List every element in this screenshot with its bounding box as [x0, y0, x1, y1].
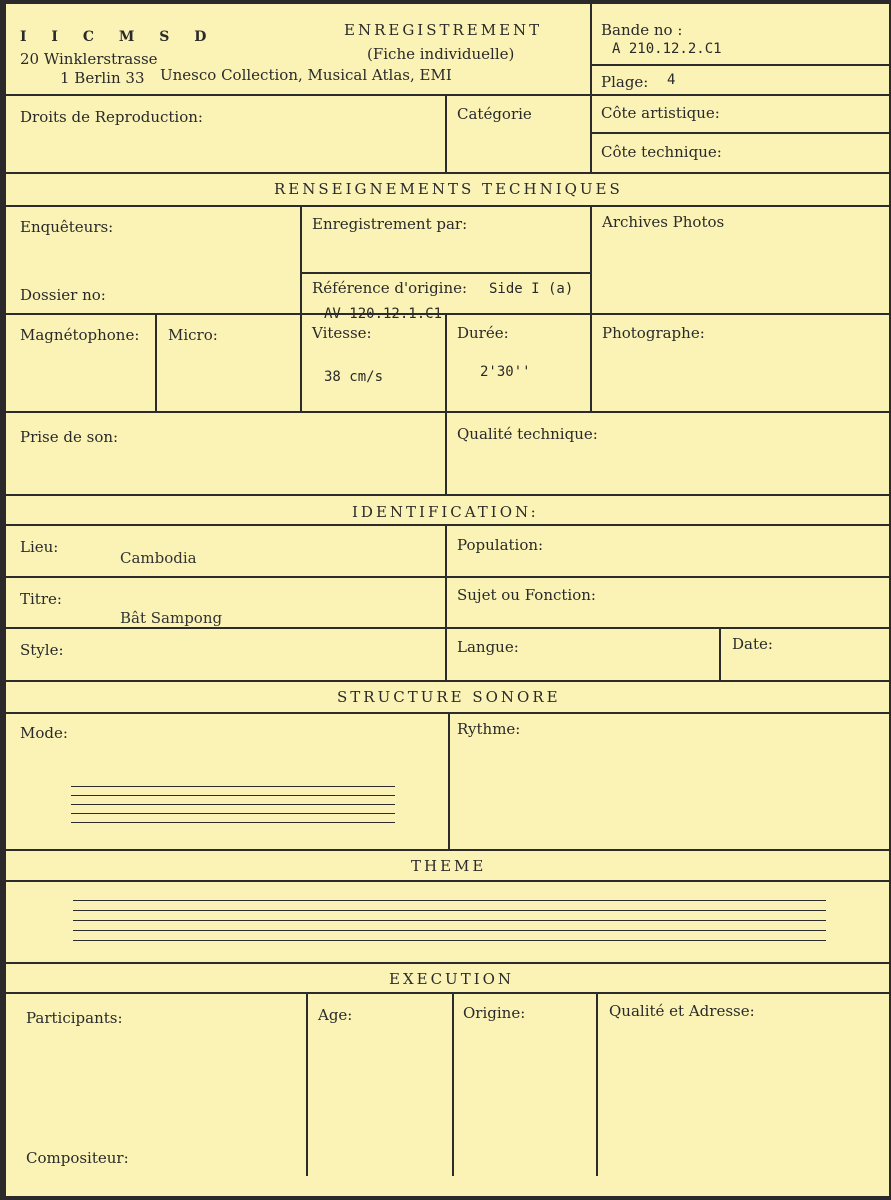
theme-staff-line	[73, 910, 826, 911]
bande-label: Bande no :	[601, 21, 683, 39]
rule	[6, 627, 889, 629]
rule	[300, 205, 302, 411]
rule	[300, 272, 590, 274]
rule	[719, 627, 721, 680]
micro-label: Micro:	[168, 326, 218, 344]
mode-staff-line	[71, 786, 395, 787]
section-title-technique: RENSEIGNEMENTS TECHNIQUES	[274, 180, 623, 198]
form-title: ENREGISTREMENT	[344, 21, 543, 39]
age-label: Age:	[318, 1006, 353, 1024]
theme-staff-line	[73, 930, 826, 931]
address-line-2: 1 Berlin 33	[60, 69, 145, 87]
rythme-label: Rythme:	[457, 720, 521, 738]
mode-label: Mode:	[20, 724, 68, 742]
mode-staff-line	[71, 804, 395, 805]
reference-label: Référence d'origine:	[312, 279, 468, 297]
titre-value: Bât Sampong	[120, 609, 223, 627]
cote-artistique-label: Côte artistique:	[601, 104, 720, 122]
rule	[6, 313, 889, 315]
plage-value: 4	[667, 72, 676, 88]
rule	[590, 4, 592, 172]
bande-value: A 210.12.2.C1	[612, 41, 722, 57]
rule	[6, 992, 889, 994]
form-subtitle: (Fiche individuelle)	[367, 45, 515, 63]
rule	[6, 962, 889, 964]
theme-staff-line	[73, 900, 826, 901]
collection-name: Unesco Collection, Musical Atlas, EMI	[160, 66, 452, 84]
titre-label: Titre:	[20, 590, 62, 608]
photographe-label: Photographe:	[602, 324, 705, 342]
rule	[306, 992, 308, 1176]
archives-photos-label: Archives Photos	[602, 213, 725, 231]
mode-staff-line	[71, 795, 395, 796]
rule	[6, 205, 889, 207]
enqueteurs-label: Enquêteurs:	[20, 218, 114, 236]
rule	[590, 64, 889, 66]
rule	[6, 411, 889, 413]
participants-label: Participants:	[26, 1009, 123, 1027]
rule	[6, 94, 889, 96]
rule	[155, 313, 157, 411]
droits-label: Droits de Reproduction:	[20, 108, 203, 126]
lieu-label: Lieu:	[20, 538, 59, 556]
mode-staff-line	[71, 813, 395, 814]
population-label: Population:	[457, 536, 544, 554]
rule	[596, 992, 598, 1176]
categorie-label: Catégorie	[457, 105, 532, 123]
rule	[6, 524, 889, 526]
rule	[590, 205, 592, 411]
section-title-execution: EXECUTION	[389, 970, 515, 988]
institute-logo: I I C M S D	[20, 29, 217, 45]
rule	[6, 494, 889, 496]
cote-technique-label: Côte technique:	[601, 143, 722, 161]
vitesse-value: 38 cm/s	[324, 369, 384, 385]
rule	[445, 524, 447, 680]
rule	[445, 94, 447, 172]
rule	[445, 313, 447, 494]
rule	[590, 132, 889, 134]
rule	[6, 849, 889, 851]
section-title-identification: IDENTIFICATION:	[352, 503, 539, 521]
section-title-theme: THEME	[411, 857, 487, 875]
style-label: Style:	[20, 641, 64, 659]
prise-de-son-label: Prise de son:	[20, 428, 119, 446]
rule	[448, 712, 450, 849]
reference-struck-value: AV 120.12.1.C1	[324, 306, 443, 322]
origine-label: Origine:	[463, 1004, 526, 1022]
record-card	[6, 4, 889, 1196]
sujet-label: Sujet ou Fonction:	[457, 586, 596, 604]
rule	[452, 992, 454, 1176]
date-label: Date:	[732, 635, 773, 653]
reference-value: Side I (a)	[489, 281, 574, 297]
rule	[6, 172, 889, 174]
mode-staff-line	[71, 822, 395, 823]
lieu-value: Cambodia	[120, 549, 197, 567]
magnetophone-label: Magnétophone:	[20, 326, 140, 344]
duree-value: 2'30''	[480, 364, 531, 380]
dossier-label: Dossier no:	[20, 286, 106, 304]
vitesse-label: Vitesse:	[312, 324, 372, 342]
enregistrement-par-label: Enregistrement par:	[312, 215, 468, 233]
plage-label: Plage:	[601, 73, 649, 91]
theme-staff-line	[73, 920, 826, 921]
theme-staff-line	[73, 940, 826, 941]
qualite-technique-label: Qualité technique:	[457, 425, 598, 443]
langue-label: Langue:	[457, 638, 519, 656]
rule	[6, 880, 889, 882]
section-title-structure: STRUCTURE SONORE	[337, 688, 561, 706]
rule	[6, 576, 889, 578]
address-line-1: 20 Winklerstrasse	[20, 50, 158, 68]
qualite-adresse-label: Qualité et Adresse:	[609, 1002, 755, 1020]
rule	[6, 680, 889, 682]
duree-label: Durée:	[457, 324, 509, 342]
compositeur-label: Compositeur:	[26, 1149, 129, 1167]
